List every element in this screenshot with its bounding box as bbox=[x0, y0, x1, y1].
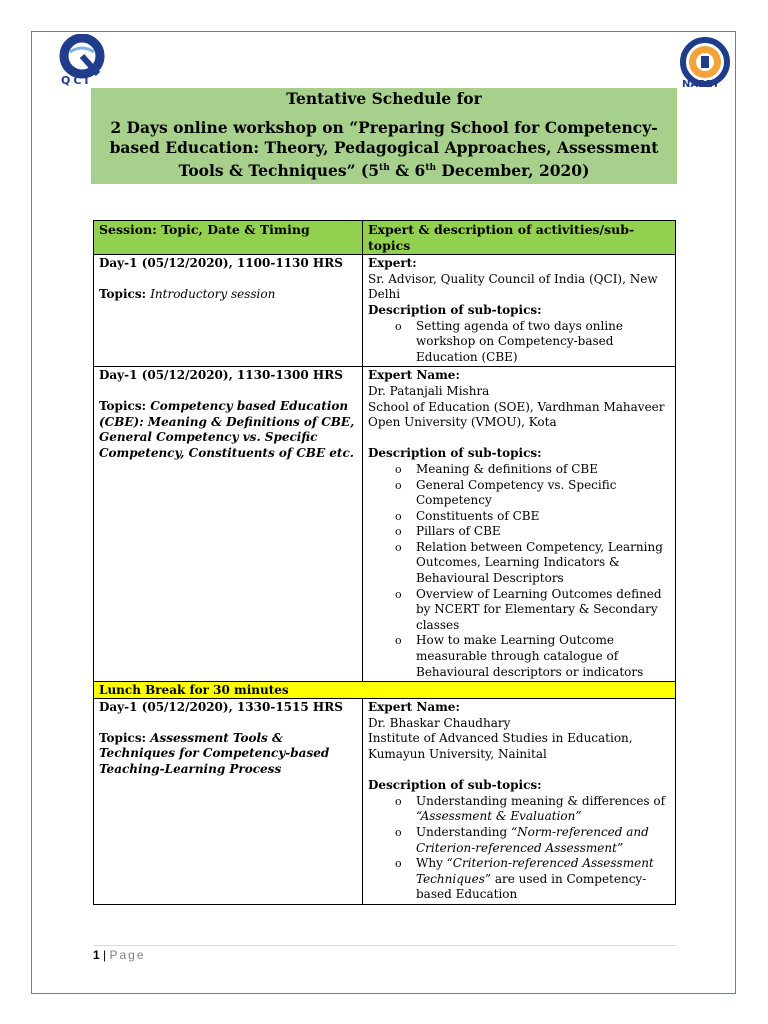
session-time: Day-1 (05/12/2020), 1330-1515 HRS bbox=[99, 700, 343, 715]
bullet-icon: o bbox=[395, 825, 402, 839]
subtopic-text: Constituents of CBE bbox=[416, 508, 540, 523]
subtopic-list bbox=[368, 319, 670, 366]
subtopic-text-tail: are used in Competency-based Education bbox=[416, 871, 647, 902]
page-separator: | bbox=[99, 948, 110, 962]
list-item bbox=[368, 587, 670, 634]
session-topics bbox=[99, 399, 357, 461]
bullet-icon: o bbox=[395, 540, 402, 554]
bullet-icon: o bbox=[395, 509, 402, 523]
page-number: 1 bbox=[93, 948, 100, 962]
title-sup-1: th bbox=[379, 163, 390, 173]
subtopic-text: Understanding bbox=[416, 824, 511, 839]
desc-label: Description of sub-topics: bbox=[368, 778, 542, 793]
expert-line: Dr. Patanjali Mishra bbox=[368, 383, 490, 398]
bullet-icon: o bbox=[395, 462, 402, 476]
session-topics bbox=[99, 287, 357, 303]
header-expert: Expert & description of activities/sub-topics bbox=[363, 221, 676, 255]
subtopic-list bbox=[368, 462, 670, 680]
session-cell bbox=[94, 255, 363, 367]
page-footer bbox=[93, 948, 146, 962]
subtopic-text: Relation between Competency, Learning Outcomes, Learning Indicators & Behavioural Descriptors bbox=[416, 539, 663, 586]
list-item bbox=[368, 524, 670, 540]
session-cell bbox=[94, 699, 363, 905]
spacer bbox=[368, 763, 670, 779]
expert-line: Sr. Advisor, Quality Council of India (QCI), New Delhi bbox=[368, 271, 658, 302]
expert-line: Institute of Advanced Studies in Education, Kumayun University, Nainital bbox=[368, 731, 633, 761]
subtopic-text: How to make Learning Outcome measurable through catalogue of Behavioural descriptors or indicators bbox=[416, 633, 644, 679]
lunch-break-cell: Lunch Break for 30 minutes bbox=[94, 682, 676, 699]
list-item bbox=[368, 319, 670, 366]
subtopic-text: Understanding meaning & differences of bbox=[416, 793, 666, 808]
subtopic-text: Meaning & definitions of CBE bbox=[416, 461, 599, 476]
footer-divider bbox=[93, 945, 676, 946]
expert-line: School of Education (SOE), Vardhman Mahaveer Open University (VMOU), Kota bbox=[368, 399, 665, 430]
nabet-logo-text: NABET bbox=[682, 79, 720, 90]
topics-value: Introductory session bbox=[150, 286, 276, 301]
bullet-icon: o bbox=[395, 794, 402, 808]
list-item bbox=[368, 856, 670, 903]
session-cell bbox=[94, 367, 363, 682]
expert-label: Expert: bbox=[368, 256, 417, 271]
table-header-row bbox=[94, 221, 676, 255]
title-end-text: December, 2020) bbox=[436, 161, 590, 181]
schedule-table bbox=[93, 220, 676, 905]
title-main-text: 2 Days online workshop on “Preparing School for Competency-based Education: Theory, Pedagogical Approaches, Assessment Tools & Techniques” (5 bbox=[109, 118, 659, 181]
bullet-icon: o bbox=[395, 525, 402, 539]
desc-label: Description of sub-topics: bbox=[368, 446, 542, 461]
qci-logo-text: QCI bbox=[61, 74, 92, 87]
expert-cell bbox=[363, 367, 676, 682]
title-sup-2: th bbox=[425, 163, 437, 173]
list-item bbox=[368, 509, 670, 525]
topics-label: Topics: bbox=[99, 286, 151, 301]
expert-line: Dr. Bhaskar Chaudhary bbox=[368, 715, 511, 730]
subtopic-text: Pillars of CBE bbox=[416, 524, 501, 539]
bullet-icon: o bbox=[395, 478, 402, 492]
subtopic-emphasis: “Assessment & Evaluation” bbox=[416, 809, 582, 824]
bullet-icon: o bbox=[395, 634, 402, 648]
expert-cell bbox=[363, 699, 676, 905]
session-time: Day-1 (05/12/2020), 1130-1300 HRS bbox=[99, 368, 343, 383]
session-topics bbox=[99, 731, 357, 778]
session-time: Day-1 (05/12/2020), 1100-1130 HRS bbox=[99, 256, 343, 271]
list-item bbox=[368, 794, 670, 825]
topics-value: Competency based Education (CBE): Meaning & Definitions of CBE, General Competency vs. Specific Competency, Constituents of CBE etc. bbox=[99, 398, 355, 460]
list-item bbox=[368, 462, 670, 478]
list-item bbox=[368, 633, 670, 680]
subtopic-text: General Competency vs. Specific Competency bbox=[416, 477, 617, 508]
title-line-1: Tentative Schedule for bbox=[286, 89, 482, 108]
title-line-2 bbox=[91, 118, 677, 181]
list-item bbox=[368, 825, 670, 856]
bullet-icon: o bbox=[395, 587, 402, 601]
subtopic-emphasis: “Norm-referenced and Criterion-referenced Assessment” bbox=[416, 824, 649, 855]
header-session: Session: Topic, Date & Timing bbox=[94, 221, 363, 255]
expert-label: Expert Name: bbox=[368, 368, 460, 383]
table-row bbox=[94, 699, 676, 905]
table-row bbox=[94, 255, 676, 367]
title-mid-text: & 6 bbox=[389, 161, 426, 181]
subtopic-list bbox=[368, 794, 670, 903]
subtopic-text: Overview of Learning Outcomes defined by NCERT for Elementary & Secondary classes bbox=[416, 586, 662, 632]
expert-cell bbox=[363, 255, 676, 367]
nabet-logo bbox=[674, 36, 736, 92]
bullet-icon: o bbox=[395, 319, 402, 333]
expert-label: Expert Name: bbox=[368, 700, 460, 715]
desc-label: Description of sub-topics: bbox=[368, 302, 542, 317]
topics-value: Assessment Tools & Techniques for Competency-based Teaching-Learning Process bbox=[99, 730, 330, 776]
bullet-icon: o bbox=[395, 857, 402, 871]
subtopic-text: Why bbox=[416, 856, 447, 871]
spacer bbox=[368, 431, 670, 447]
page-label: Page bbox=[109, 948, 146, 962]
subtopic-text: Setting agenda of two days online workshop on Competency-based Education (CBE) bbox=[416, 318, 624, 364]
subtopic-emphasis: “Criterion-referenced Assessment Techniques” bbox=[416, 856, 654, 886]
list-item bbox=[368, 540, 670, 587]
lunch-break-row bbox=[94, 682, 676, 699]
qci-logo bbox=[52, 34, 112, 92]
list-item bbox=[368, 478, 670, 509]
topics-label: Topics: bbox=[99, 730, 151, 745]
topics-label: Topics: bbox=[99, 398, 151, 413]
table-row bbox=[94, 367, 676, 682]
title-box bbox=[91, 88, 677, 184]
